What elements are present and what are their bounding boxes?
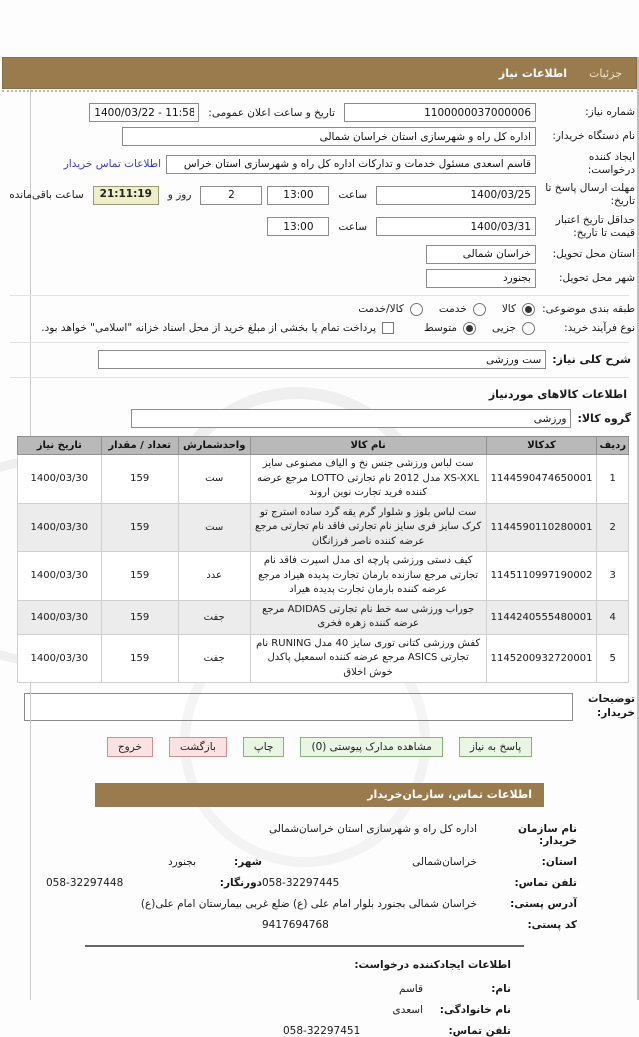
islamic-treasury-note: پرداخت تمام یا بخشی از مبلغ خرید از محل اسناد خزانه "اسلامی" خواهد بود. [41, 322, 377, 335]
option-goods-label: کالا [501, 303, 516, 316]
buyer-org-label: نام دستگاه خریدار: [552, 129, 635, 142]
postal-code-label: کد پستی: [527, 919, 577, 931]
table-row: 5 1145200932720001 کفش ورزشی کتانی توری سایز 40 مدل RUNING نام تجارتی ASICS مرجع عرضه کننده اسمعیل پاکدل خوش اخلاق جفت 159 1400/03/30 [18, 634, 629, 683]
remaining-days-field[interactable] [200, 186, 262, 205]
remaining-time-countdown: 21:11:19 [93, 186, 159, 205]
need-number-field[interactable] [344, 103, 536, 122]
org-name-label: نام سازمان خریدار: [518, 823, 577, 847]
table-row: 4 1144240555480001 جوراب ورزشی سه خط نام تجارتی ADIDAS مرجع عرضه کننده زهره فخری جفت 159 1400/03/30 [18, 600, 629, 634]
print-button[interactable]: چاپ [243, 737, 285, 757]
radio-goods[interactable] [522, 303, 535, 316]
exit-button[interactable]: خروج [107, 737, 153, 757]
option-service-label: خدمت [438, 303, 467, 316]
top-dotted-separator [2, 90, 633, 92]
first-name-label: نام: [491, 983, 511, 995]
checkbox-islamic-treasury[interactable] [382, 322, 394, 334]
delivery-city-field[interactable] [426, 269, 536, 288]
price-validity-row [4, 214, 635, 240]
response-deadline-row [4, 182, 635, 208]
goods-group-row [8, 409, 631, 428]
buyer-contact-section-bar: اطلاعات تماس، سازمان‌خریدار [95, 783, 544, 807]
buyer-org-row [4, 127, 635, 146]
buyer-contact-link[interactable]: اطلاعات تماس خریدار [63, 158, 161, 171]
buyer-contact-info [0, 823, 577, 931]
province-value: خراسان‌شمالی [412, 856, 477, 868]
goods-table [17, 436, 629, 683]
validity-time-field[interactable] [267, 217, 329, 236]
tab-need-info[interactable]: اطلاعات نیاز [498, 66, 568, 80]
announce-datetime-field[interactable] [89, 103, 199, 122]
back-button[interactable]: بازگشت [169, 737, 227, 757]
phone-label: تلفن تماس: [514, 877, 577, 889]
buyer-org-field[interactable] [122, 127, 536, 146]
option-minor-label: جزیی [492, 322, 516, 335]
need-summary-label: شرح کلی نیاز: [552, 353, 631, 366]
deadline-time-field[interactable] [267, 186, 329, 205]
goods-group-field[interactable] [131, 409, 571, 428]
address-row [0, 898, 577, 910]
request-creator-label: ایجاد کننده درخواست: [587, 151, 635, 177]
phone-fax-row [0, 877, 577, 889]
postal-code-row [0, 919, 577, 931]
option-goods-service-label: کالا/خدمت [358, 303, 404, 316]
request-creator-row [4, 151, 635, 177]
need-summary-row [8, 350, 631, 369]
subject-classification-row [4, 303, 635, 316]
goods-info-title: اطلاعات کالاهای موردنیاز [488, 388, 627, 401]
radio-minor-purchase[interactable] [522, 322, 535, 335]
delivery-city-label: شهر محل تحویل: [559, 271, 635, 284]
need-summary-field[interactable] [98, 350, 546, 369]
postal-code-value: 9417694768 [262, 919, 329, 931]
city-value: بجنورد [167, 856, 196, 868]
action-buttons [0, 737, 639, 757]
need-number-label: شماره نیاز: [585, 105, 635, 118]
days-suffix-label: روز و [167, 189, 192, 202]
city-label: شهر: [234, 856, 262, 868]
radio-goods-service[interactable] [410, 303, 423, 316]
price-validity-label: حداقل تاریخ اعتبار قیمت تا تاریخ: [555, 213, 635, 239]
col-unit: واحدشمارش [178, 437, 250, 455]
validity-date-field[interactable] [376, 217, 536, 236]
section-divider [85, 945, 524, 947]
radio-medium-purchase[interactable] [463, 322, 476, 335]
need-form [4, 103, 635, 428]
subject-classification-label: طبقه بندی موضوعی: [542, 302, 635, 315]
fax-label: دورنگار: [219, 877, 262, 889]
delivery-city-row [4, 269, 635, 288]
col-item-name: نام کالا [250, 437, 486, 455]
creator-phone-value: 058-32297451 [283, 1025, 361, 1037]
creator-phone-label: تلفن تماس: [448, 1025, 511, 1037]
deadline-date-field[interactable] [376, 186, 536, 205]
last-name-value: اسعدی [392, 1004, 423, 1016]
separator [10, 342, 629, 343]
goods-table-header-row [18, 437, 629, 455]
province-city-row [0, 856, 577, 868]
col-quantity: تعداد / مقدار [101, 437, 178, 455]
last-name-label: نام خانوادگی: [439, 1004, 511, 1016]
response-deadline-label: مهلت ارسال پاسخ تا تاریخ: [545, 182, 635, 208]
request-creator-info [0, 959, 511, 1037]
col-item-code: کدکالا [486, 437, 597, 455]
remaining-suffix-label: ساعت باقی‌مانده [9, 189, 84, 202]
validity-hour-label: ساعت [338, 220, 367, 233]
separator [10, 295, 629, 296]
request-creator-title: اطلاعات ایجادکننده درخواست: [354, 959, 511, 971]
province-label: استان: [541, 856, 577, 868]
delivery-province-field[interactable] [426, 245, 536, 264]
buyer-description-label: توضیحات خریدار: [587, 693, 635, 719]
respond-to-need-button[interactable]: پاسخ به نیاز [459, 737, 532, 757]
table-row: 3 1145110997190002 کیف دستی ورزشی پارچه ای مدل اسپرت فاقد نام تجارتی مرجع سازنده بارمان تجارت پدیده هیراد مرجع عرضه کننده بارمان تجارت پدیده هیراد عدد 159 1400/03/30 [18, 552, 629, 601]
delivery-province-label: استان محل تحویل: [552, 247, 635, 260]
goods-group-label: گروه کالا: [577, 412, 631, 425]
fax-value: 058-32297448 [46, 877, 124, 889]
last-name-row [0, 1004, 511, 1016]
request-creator-field[interactable] [166, 155, 536, 174]
org-name-value: اداره کل راه و شهرسازی استان خراسان‌شمالی [268, 823, 477, 835]
table-row: 2 1144590110280001 ست لباس بلوز و شلوار گرم یقه گرد ساده استرج تو کرک سایز فری سایز نام تجارتی فاقد نام تجارتی مرجع عرضه کننده ناصر فرزانگان ست 159 1400/03/30 [18, 503, 629, 552]
address-value: خراسان شمالی بجنورد بلوار امام علی (ع) ضلع غربی بیمارستان امام علی(ع) [140, 898, 477, 910]
col-row-number: ردیف [597, 437, 629, 455]
separator [10, 377, 629, 378]
need-number-row [4, 103, 635, 122]
need-details-page [0, 57, 639, 1037]
address-label: آدرس پستی: [510, 898, 577, 910]
process-type-label: نوع فرآیند خرید: [564, 321, 635, 334]
delivery-province-row [4, 245, 635, 264]
deadline-hour-label: ساعت [338, 189, 367, 202]
announce-datetime-label: تاریخ و ساعت اعلان عمومی: [208, 106, 335, 119]
phone-value: 058-32297445 [262, 877, 340, 889]
process-type-row [4, 322, 635, 335]
creator-phone-row [0, 1025, 511, 1037]
radio-service[interactable] [473, 303, 486, 316]
section-header-bar [2, 57, 637, 89]
first-name-value: قاسم [398, 983, 423, 995]
org-name-row [0, 823, 577, 847]
table-row: 1 1144590474650001 ست لباس ورزشی جنس نخ و الیاف مصنوعی سایز XS-XXL مدل 2012 نام تجارتی LOTTO مرجع عرضه کننده فرید تجارت نوین اروند ست 159 1400/03/30 [18, 455, 629, 504]
col-need-date: تاریخ نیاز [18, 437, 102, 455]
option-medium-label: متوسط [424, 322, 458, 335]
first-name-row [0, 983, 511, 995]
view-attachments-button[interactable]: مشاهده مدارک پیوستی (0) [300, 737, 442, 757]
tab-details[interactable]: جزئیات [589, 66, 622, 80]
